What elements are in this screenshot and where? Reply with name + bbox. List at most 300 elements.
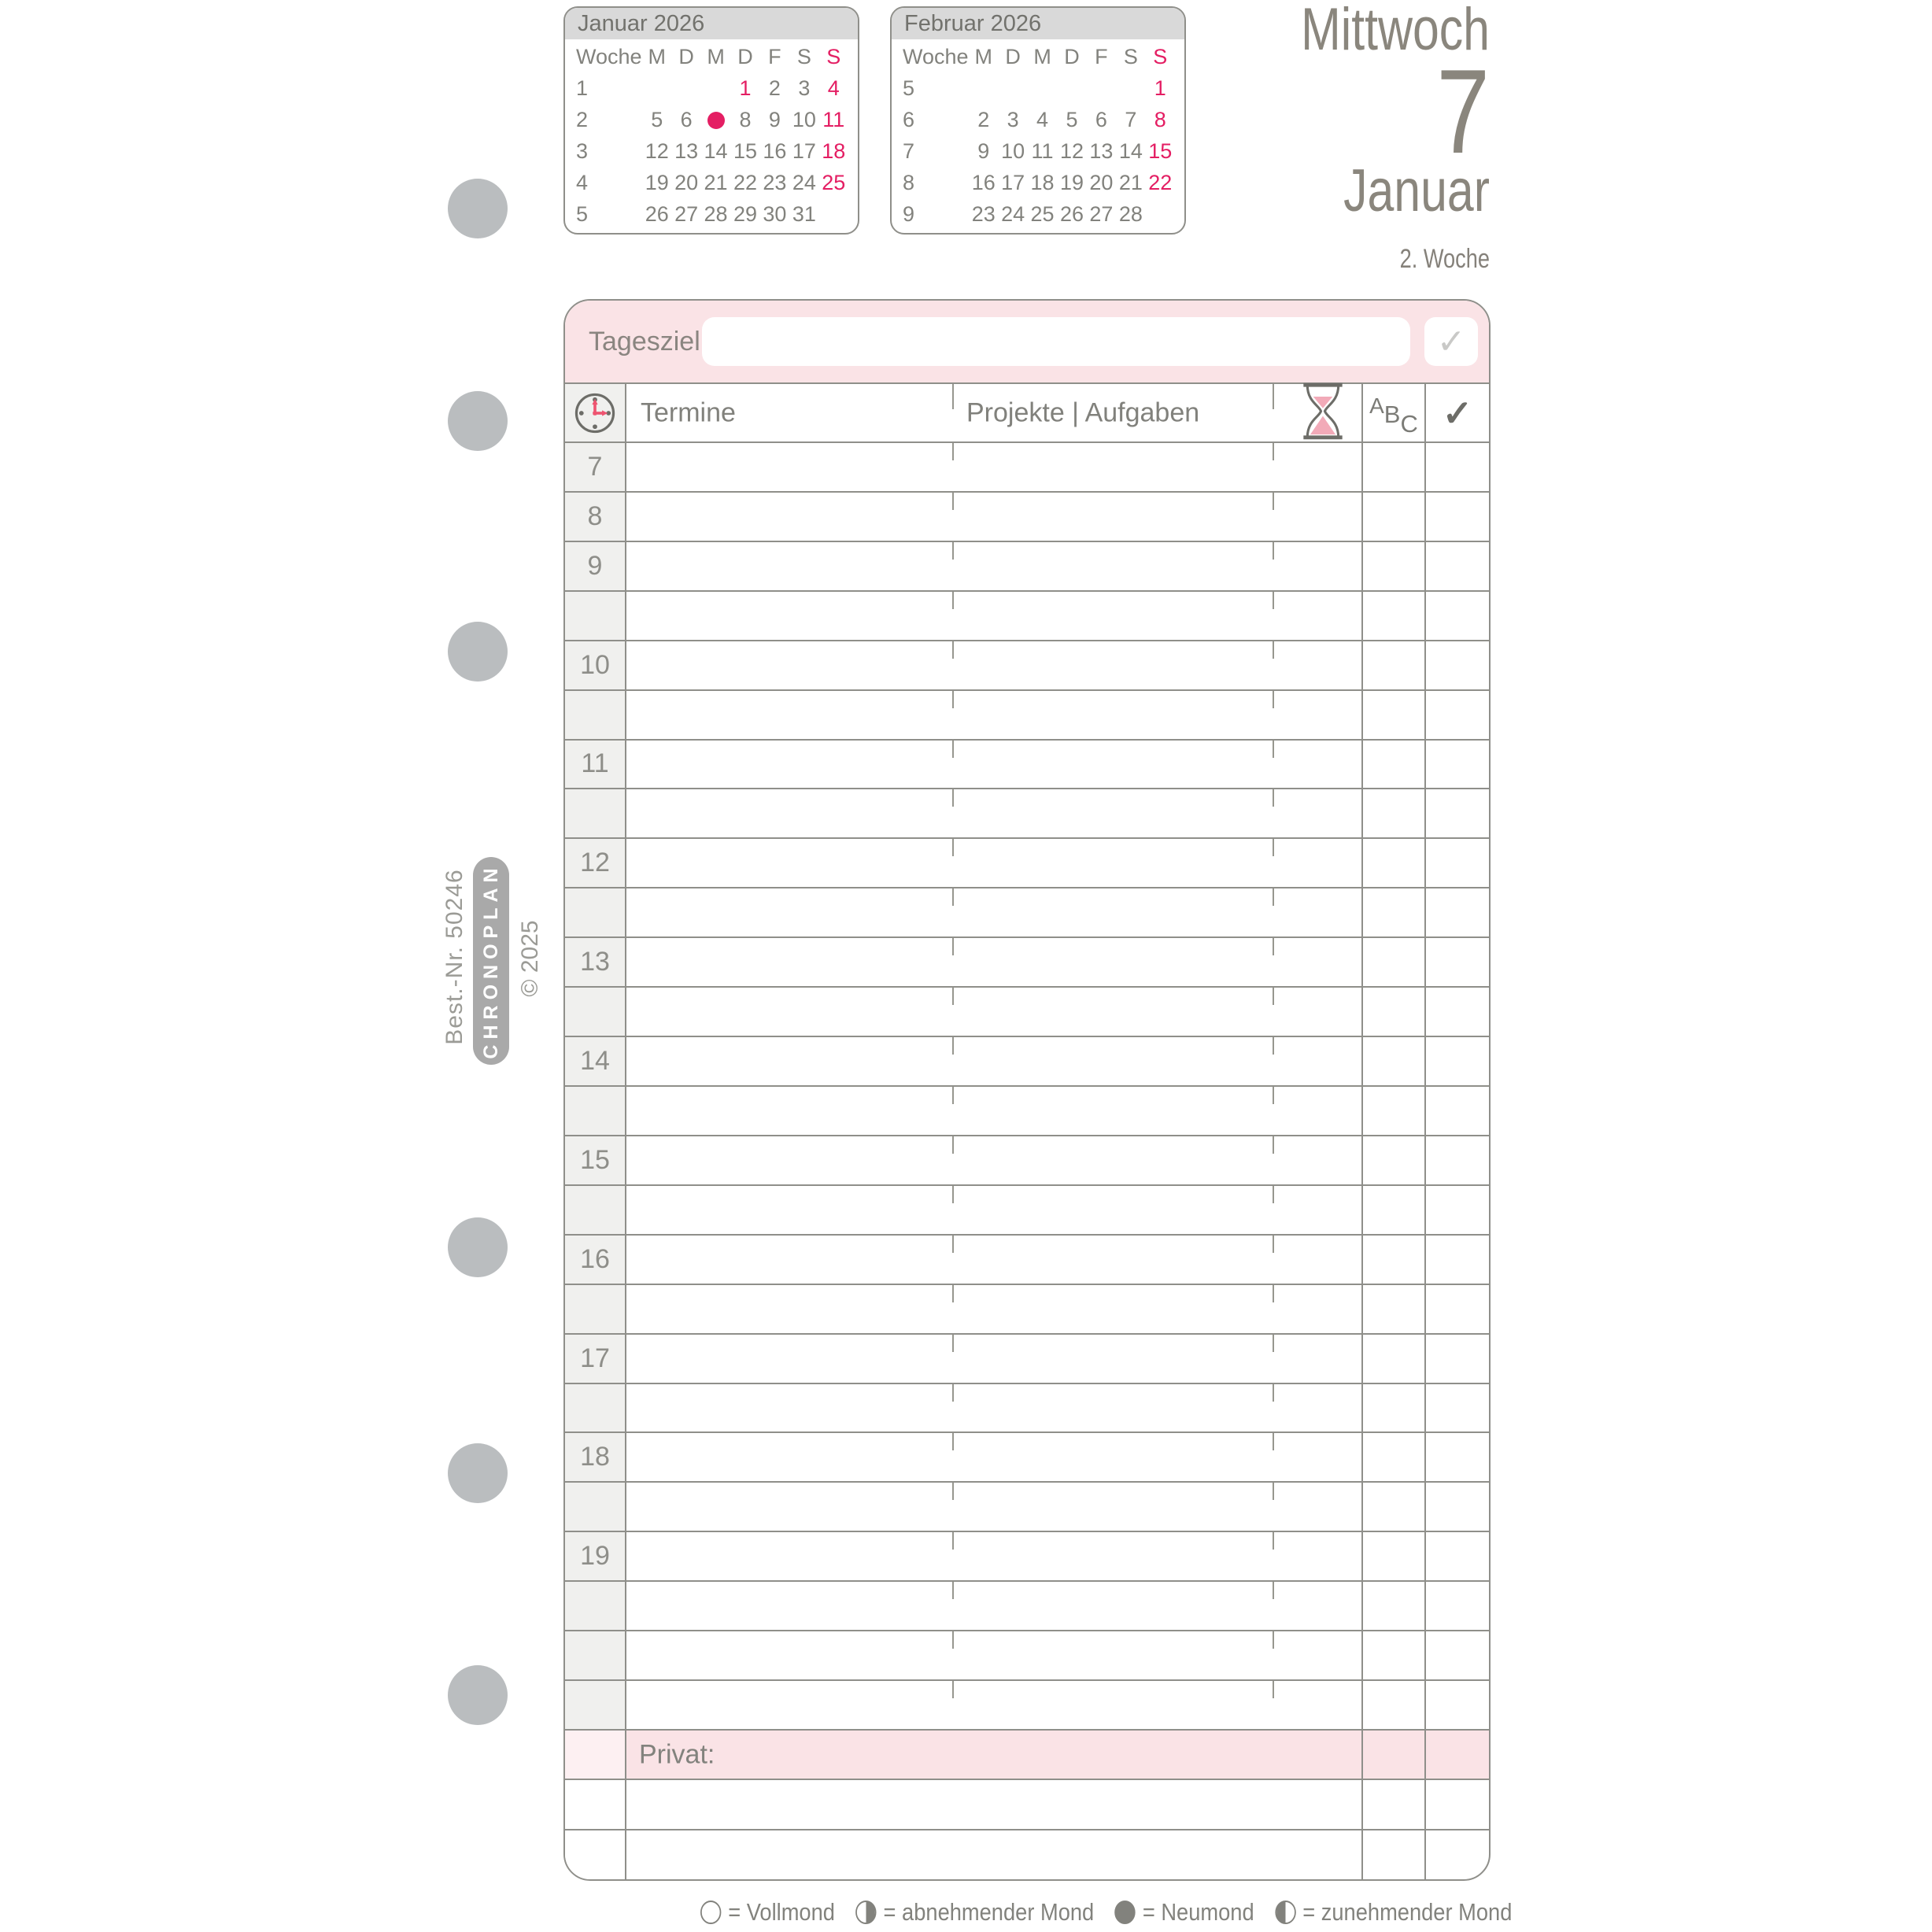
hour-label xyxy=(565,1384,626,1432)
column-divider-tick xyxy=(1273,888,1274,906)
schedule-row xyxy=(565,936,1489,986)
schedule-row xyxy=(565,788,1489,837)
calendar-day: 18 xyxy=(1030,170,1055,194)
legend-label: = abnehmender Mond xyxy=(883,1898,1095,1926)
week-number: 4 xyxy=(576,170,589,194)
calendar-day: 11 xyxy=(822,107,845,131)
column-divider-tick xyxy=(1273,1384,1274,1402)
done-cell[interactable] xyxy=(1424,839,1489,887)
schedule-row xyxy=(565,1481,1489,1531)
done-cell[interactable] xyxy=(1424,443,1489,491)
priority-cell[interactable] xyxy=(1361,493,1424,541)
legend-item xyxy=(1275,1898,1512,1926)
weekday-label: Mittwoch xyxy=(1301,0,1490,63)
calendar-day: 18 xyxy=(822,139,846,163)
done-cell[interactable] xyxy=(1424,493,1489,541)
full-moon-icon xyxy=(700,1901,721,1924)
entry-area[interactable] xyxy=(626,1136,1361,1184)
hour-label xyxy=(565,988,626,1036)
priority-cell[interactable] xyxy=(1361,443,1424,491)
done-cell[interactable] xyxy=(1424,789,1489,837)
column-divider-tick xyxy=(1273,542,1274,560)
entry-area[interactable] xyxy=(626,1681,1361,1729)
column-divider-tick xyxy=(1273,1136,1274,1154)
day-number: 7 xyxy=(1436,45,1490,179)
column-divider-tick xyxy=(1273,691,1274,708)
termine-column-label: Termine xyxy=(641,397,736,427)
entry-area[interactable] xyxy=(626,1087,1361,1135)
current-day-dot xyxy=(701,108,730,132)
week-number: 5 xyxy=(903,76,915,100)
priority-cell[interactable] xyxy=(1361,592,1424,640)
done-cell[interactable] xyxy=(1424,1087,1489,1135)
calendar-day: 25 xyxy=(1030,201,1055,226)
day-column-header: M xyxy=(648,44,666,68)
schedule-row xyxy=(565,986,1489,1036)
date-header xyxy=(1099,2,1490,272)
done-cell[interactable] xyxy=(1424,542,1489,590)
hour-label: 19 xyxy=(565,1532,626,1580)
column-divider-tick xyxy=(1273,1037,1274,1055)
column-divider-tick xyxy=(1273,1483,1274,1500)
month-label: Januar xyxy=(1343,157,1490,224)
column-divider-tick xyxy=(1273,493,1274,510)
calendar-day: 26 xyxy=(645,201,669,226)
week-number: 3 xyxy=(576,139,589,163)
column-divider-tick xyxy=(952,1087,954,1104)
priority-cell[interactable] xyxy=(1361,938,1424,986)
done-cell[interactable] xyxy=(1424,1582,1489,1630)
calendar-day: 16 xyxy=(971,170,996,194)
daily-goal-bar xyxy=(565,301,1489,382)
abc-letter-c: C xyxy=(1400,409,1418,438)
calendar-day: 20 xyxy=(674,170,699,194)
entry-area[interactable] xyxy=(626,592,1361,640)
priority-cell[interactable] xyxy=(1361,1285,1424,1333)
week-column-header: Woche xyxy=(903,44,969,68)
priority-cell[interactable] xyxy=(1361,1186,1424,1234)
hour-label xyxy=(565,1631,626,1679)
column-divider-tick xyxy=(952,592,954,609)
schedule-row xyxy=(565,1036,1489,1085)
column-divider-tick xyxy=(1273,988,1274,1005)
calendar-day: 20 xyxy=(1089,170,1114,194)
hour-label: 9 xyxy=(565,542,626,590)
priority-cell[interactable] xyxy=(1361,741,1424,789)
column-divider-tick xyxy=(1273,1532,1274,1550)
calendar-day: 10 xyxy=(792,107,816,131)
privat-check-cell[interactable] xyxy=(1424,1731,1489,1779)
calendar-day: 3 xyxy=(1007,107,1019,131)
hour-label: 8 xyxy=(565,493,626,541)
entry-area[interactable] xyxy=(626,542,1361,590)
extra-check-cell[interactable] xyxy=(1424,1780,1489,1829)
daily-goal-input[interactable] xyxy=(702,317,1410,366)
week-number-label: 2. Woche xyxy=(1399,244,1490,274)
calendar-day: 28 xyxy=(1118,201,1143,226)
done-cell[interactable] xyxy=(1424,1681,1489,1729)
priority-cell[interactable] xyxy=(1361,691,1424,739)
daily-goal-check-icon[interactable]: ✓ xyxy=(1424,317,1478,366)
day-column-header: D xyxy=(1005,44,1021,68)
priority-cell[interactable] xyxy=(1361,1236,1424,1284)
schedule-row xyxy=(565,1431,1489,1481)
entry-area[interactable] xyxy=(626,691,1361,739)
column-divider-tick xyxy=(952,1136,954,1154)
column-divider-tick xyxy=(952,493,954,510)
day-column-header: D xyxy=(678,44,694,68)
priority-cell[interactable] xyxy=(1361,542,1424,590)
entry-area[interactable] xyxy=(626,641,1361,689)
schedule-row xyxy=(565,1580,1489,1630)
done-cell[interactable] xyxy=(1424,1532,1489,1580)
binder-hole xyxy=(448,622,508,682)
column-divider-tick xyxy=(1273,1433,1274,1450)
done-cell[interactable] xyxy=(1424,1136,1489,1184)
done-cell[interactable] xyxy=(1424,1433,1489,1481)
week-column-header: Woche xyxy=(576,44,642,68)
daily-goal-label: Tagesziel xyxy=(589,326,700,356)
done-cell[interactable] xyxy=(1424,691,1489,739)
priority-cell[interactable] xyxy=(1361,1087,1424,1135)
priority-cell[interactable] xyxy=(1361,1384,1424,1432)
done-cell[interactable] xyxy=(1424,1631,1489,1679)
extra-entry-area[interactable] xyxy=(626,1830,1361,1879)
hour-label: 17 xyxy=(565,1335,626,1383)
calendar-day: 13 xyxy=(674,139,699,163)
column-divider-tick xyxy=(1273,1681,1274,1698)
done-cell[interactable] xyxy=(1424,1483,1489,1531)
done-cell[interactable] xyxy=(1424,1384,1489,1432)
calendar-day: 15 xyxy=(733,139,758,163)
calendar-day: 9 xyxy=(977,139,990,163)
priority-cell[interactable] xyxy=(1361,1433,1424,1481)
column-divider-tick xyxy=(952,789,954,807)
day-column-header: D xyxy=(1064,44,1080,68)
week-number: 1 xyxy=(576,76,589,100)
calendar-day: 19 xyxy=(645,170,669,194)
column-divider-tick xyxy=(1273,789,1274,807)
column-divider-tick xyxy=(1273,1236,1274,1253)
schedule-row xyxy=(565,1135,1489,1184)
priority-cell[interactable] xyxy=(1361,789,1424,837)
calendar-title: Februar 2026 xyxy=(892,8,1184,39)
done-cell[interactable] xyxy=(1424,1236,1489,1284)
done-cell[interactable] xyxy=(1424,988,1489,1036)
done-cell[interactable] xyxy=(1424,741,1489,789)
calendar-day: 25 xyxy=(822,170,846,194)
schedule-row xyxy=(565,1531,1489,1580)
priority-cell[interactable] xyxy=(1361,641,1424,689)
entry-area[interactable] xyxy=(626,741,1361,789)
binder-hole xyxy=(448,391,508,451)
priority-cell[interactable] xyxy=(1361,988,1424,1036)
entry-area[interactable] xyxy=(626,1037,1361,1085)
column-divider-tick xyxy=(952,988,954,1005)
calendar-day: 7 xyxy=(1125,107,1137,131)
entry-area[interactable] xyxy=(626,443,1361,491)
priority-cell[interactable] xyxy=(1361,1136,1424,1184)
week-number: 6 xyxy=(903,107,915,131)
abc-letter-b: B xyxy=(1383,400,1401,428)
calendar-day: 8 xyxy=(1154,107,1166,131)
column-divider-tick xyxy=(952,888,954,906)
calendar-day: 3 xyxy=(798,76,811,100)
day-column-header: M xyxy=(974,44,992,68)
calendar-day: 2 xyxy=(977,107,990,131)
column-divider-tick xyxy=(1273,1582,1274,1599)
legend-label: = zunehmender Mond xyxy=(1302,1898,1513,1926)
priority-cell[interactable] xyxy=(1361,888,1424,936)
entry-area[interactable] xyxy=(626,1631,1361,1679)
hour-label xyxy=(565,592,626,640)
schedule-row xyxy=(565,1184,1489,1234)
column-divider-tick xyxy=(1273,641,1274,659)
hour-label xyxy=(565,1087,626,1135)
column-divider-tick xyxy=(952,1186,954,1203)
schedule-row xyxy=(565,541,1489,590)
priority-cell[interactable] xyxy=(1361,1681,1424,1729)
legend-item xyxy=(855,1898,1094,1926)
day-column-header: M xyxy=(1033,44,1051,68)
calendar-day: 1 xyxy=(739,76,752,100)
column-divider-tick xyxy=(952,443,954,460)
hour-label: 14 xyxy=(565,1037,626,1085)
calendar-day: 8 xyxy=(739,107,752,131)
done-cell[interactable] xyxy=(1424,1037,1489,1085)
day-column-header: F xyxy=(1095,44,1108,68)
binder-hole xyxy=(448,1217,508,1277)
hour-label xyxy=(565,888,626,936)
week-number: 7 xyxy=(903,139,915,163)
column-divider-tick xyxy=(1273,592,1274,609)
hour-label: 11 xyxy=(565,741,626,789)
calendar-day: 17 xyxy=(1001,170,1025,194)
calendar-day: 12 xyxy=(1059,139,1084,163)
calendar-day: 21 xyxy=(1118,170,1143,194)
column-divider-tick xyxy=(952,691,954,708)
legend-label: = Neumond xyxy=(1142,1898,1254,1926)
calendar-day: 5 xyxy=(1066,107,1078,131)
column-divider-tick xyxy=(952,1384,954,1402)
done-cell[interactable] xyxy=(1424,1186,1489,1234)
schedule-row xyxy=(565,1234,1489,1284)
mini-calendar-january xyxy=(563,6,859,235)
extra-abc-cell[interactable] xyxy=(1361,1830,1424,1879)
hour-label xyxy=(565,1186,626,1234)
entry-area[interactable] xyxy=(626,1186,1361,1234)
binder-hole xyxy=(448,1443,508,1503)
done-cell[interactable] xyxy=(1424,1285,1489,1333)
new-moon-icon xyxy=(1115,1901,1136,1924)
done-cell[interactable] xyxy=(1424,641,1489,689)
calendar-title: Januar 2026 xyxy=(565,8,858,39)
priority-cell[interactable] xyxy=(1361,1483,1424,1531)
done-cell[interactable] xyxy=(1424,592,1489,640)
day-column-header: D xyxy=(737,44,753,68)
entry-area[interactable] xyxy=(626,1433,1361,1481)
calendar-day: 27 xyxy=(674,201,699,226)
hour-label: 12 xyxy=(565,839,626,887)
calendar-day: 17 xyxy=(792,139,816,163)
moon-phase-legend xyxy=(700,1898,1512,1926)
binder-hole xyxy=(448,179,508,238)
waning-moon-icon xyxy=(855,1901,876,1924)
column-divider-tick xyxy=(1273,1186,1274,1203)
hour-label xyxy=(565,1483,626,1531)
calendar-day: 12 xyxy=(645,139,669,163)
priority-cell[interactable] xyxy=(1361,1037,1424,1085)
calendar-day: 6 xyxy=(1095,107,1107,131)
calendar-day: 9 xyxy=(768,107,781,131)
column-divider-tick xyxy=(952,1285,954,1302)
calendar-day: 11 xyxy=(1031,139,1054,163)
calendar-day: 21 xyxy=(704,170,728,194)
hour-label: 18 xyxy=(565,1433,626,1481)
calendar-day: 19 xyxy=(1059,170,1084,194)
done-cell[interactable] xyxy=(1424,938,1489,986)
calendar-day: 4 xyxy=(827,76,840,100)
hour-label xyxy=(565,789,626,837)
priority-cell[interactable] xyxy=(1361,1582,1424,1630)
entry-area[interactable] xyxy=(626,839,1361,887)
column-divider-tick xyxy=(952,1236,954,1253)
table-header-row xyxy=(565,382,1489,441)
hour-label: 13 xyxy=(565,938,626,986)
calendar-day: 1 xyxy=(1154,76,1166,100)
column-divider-tick xyxy=(952,1532,954,1550)
extra-entry-area[interactable] xyxy=(626,1780,1361,1829)
hour-label: 15 xyxy=(565,1136,626,1184)
column-divider-tick xyxy=(952,1483,954,1500)
calendar-day: 14 xyxy=(1118,139,1143,163)
schedule-row xyxy=(565,441,1489,491)
extra-time-cell xyxy=(565,1780,626,1829)
schedule-row xyxy=(565,1383,1489,1432)
calendar-day: 10 xyxy=(1001,139,1025,163)
column-divider-tick xyxy=(952,384,954,409)
schedule-row xyxy=(565,590,1489,640)
calendar-day: 15 xyxy=(1148,139,1173,163)
calendar-day: 26 xyxy=(1059,201,1084,226)
column-divider-tick xyxy=(952,839,954,856)
calendar-day: 14 xyxy=(704,139,728,163)
column-divider-tick xyxy=(1273,938,1274,955)
waxing-moon-icon xyxy=(1275,1901,1295,1924)
entry-area[interactable] xyxy=(626,789,1361,837)
hour-label: 7 xyxy=(565,443,626,491)
day-column-header: M xyxy=(707,44,725,68)
day-planner-table xyxy=(563,299,1491,1881)
calendar-day: 30 xyxy=(763,201,787,226)
check-icon: ✓ xyxy=(1442,392,1473,434)
schedule-row xyxy=(565,837,1489,887)
privat-abc-cell[interactable] xyxy=(1361,1731,1424,1779)
brand-badge: CHRONOPLAN xyxy=(473,857,509,1065)
week-number: 8 xyxy=(903,170,915,194)
privat-row xyxy=(565,1729,1489,1779)
extra-row xyxy=(565,1779,1489,1829)
entry-area[interactable] xyxy=(626,1236,1361,1284)
copyright-note: © 2025 xyxy=(517,920,543,997)
column-divider-tick xyxy=(952,1433,954,1450)
binder-hole xyxy=(448,1665,508,1725)
extra-time-cell xyxy=(565,1830,626,1879)
calendar-day: 2 xyxy=(768,76,781,100)
column-divider-tick xyxy=(952,1631,954,1649)
column-divider-tick xyxy=(952,542,954,560)
privat-time-cell xyxy=(565,1731,626,1779)
calendar-day: 24 xyxy=(1001,201,1025,226)
calendar-day: 28 xyxy=(704,201,728,226)
day-column-header: S xyxy=(826,44,841,68)
entry-area[interactable] xyxy=(626,1384,1361,1432)
column-divider-tick xyxy=(952,938,954,955)
extra-abc-cell[interactable] xyxy=(1361,1780,1424,1829)
header-main-area xyxy=(626,384,1361,441)
schedule-row xyxy=(565,1679,1489,1729)
entry-area[interactable] xyxy=(626,1532,1361,1580)
calendar-day: 16 xyxy=(763,139,787,163)
entry-area[interactable] xyxy=(626,1483,1361,1531)
column-divider-tick xyxy=(952,1335,954,1352)
entry-area[interactable] xyxy=(626,988,1361,1036)
schedule-row xyxy=(565,1085,1489,1135)
calendar-day: 5 xyxy=(651,107,663,131)
extra-row xyxy=(565,1829,1489,1879)
entry-area[interactable] xyxy=(626,938,1361,986)
done-cell[interactable] xyxy=(1424,1335,1489,1383)
calendar-day: 22 xyxy=(733,170,758,194)
privat-entry-area[interactable] xyxy=(626,1731,1361,1779)
entry-area[interactable] xyxy=(626,1285,1361,1333)
priority-cell[interactable] xyxy=(1361,1631,1424,1679)
column-divider-tick xyxy=(1273,1631,1274,1649)
entry-area[interactable] xyxy=(626,1582,1361,1630)
schedule-row xyxy=(565,1333,1489,1383)
calendar-day: 13 xyxy=(1089,139,1114,163)
priority-cell[interactable] xyxy=(1361,1532,1424,1580)
schedule-row xyxy=(565,887,1489,936)
done-cell[interactable] xyxy=(1424,888,1489,936)
day-column-header: S xyxy=(796,44,811,68)
day-column-header: S xyxy=(1123,44,1138,68)
column-divider-tick xyxy=(952,1037,954,1055)
privat-label: Privat: xyxy=(639,1739,715,1769)
calendar-day: 22 xyxy=(1148,170,1173,194)
column-divider-tick xyxy=(952,1681,954,1698)
legend-label: = Vollmond xyxy=(728,1898,835,1926)
column-divider-tick xyxy=(952,741,954,758)
entry-area[interactable] xyxy=(626,1335,1361,1383)
schedule-row xyxy=(565,689,1489,739)
column-divider-tick xyxy=(952,641,954,659)
week-number: 9 xyxy=(903,201,915,226)
entry-area[interactable] xyxy=(626,888,1361,936)
legend-item xyxy=(1115,1898,1254,1926)
entry-area[interactable] xyxy=(626,493,1361,541)
schedule-row xyxy=(565,1284,1489,1333)
calendar-day: 29 xyxy=(733,201,758,226)
legend-item xyxy=(700,1898,835,1926)
priority-cell[interactable] xyxy=(1361,1335,1424,1383)
hour-label xyxy=(565,1681,626,1729)
schedule-row xyxy=(565,491,1489,541)
abc-letter-a: A xyxy=(1369,393,1384,418)
priority-cell[interactable] xyxy=(1361,839,1424,887)
extra-check-cell[interactable] xyxy=(1424,1830,1489,1879)
day-column-header: F xyxy=(768,44,781,68)
